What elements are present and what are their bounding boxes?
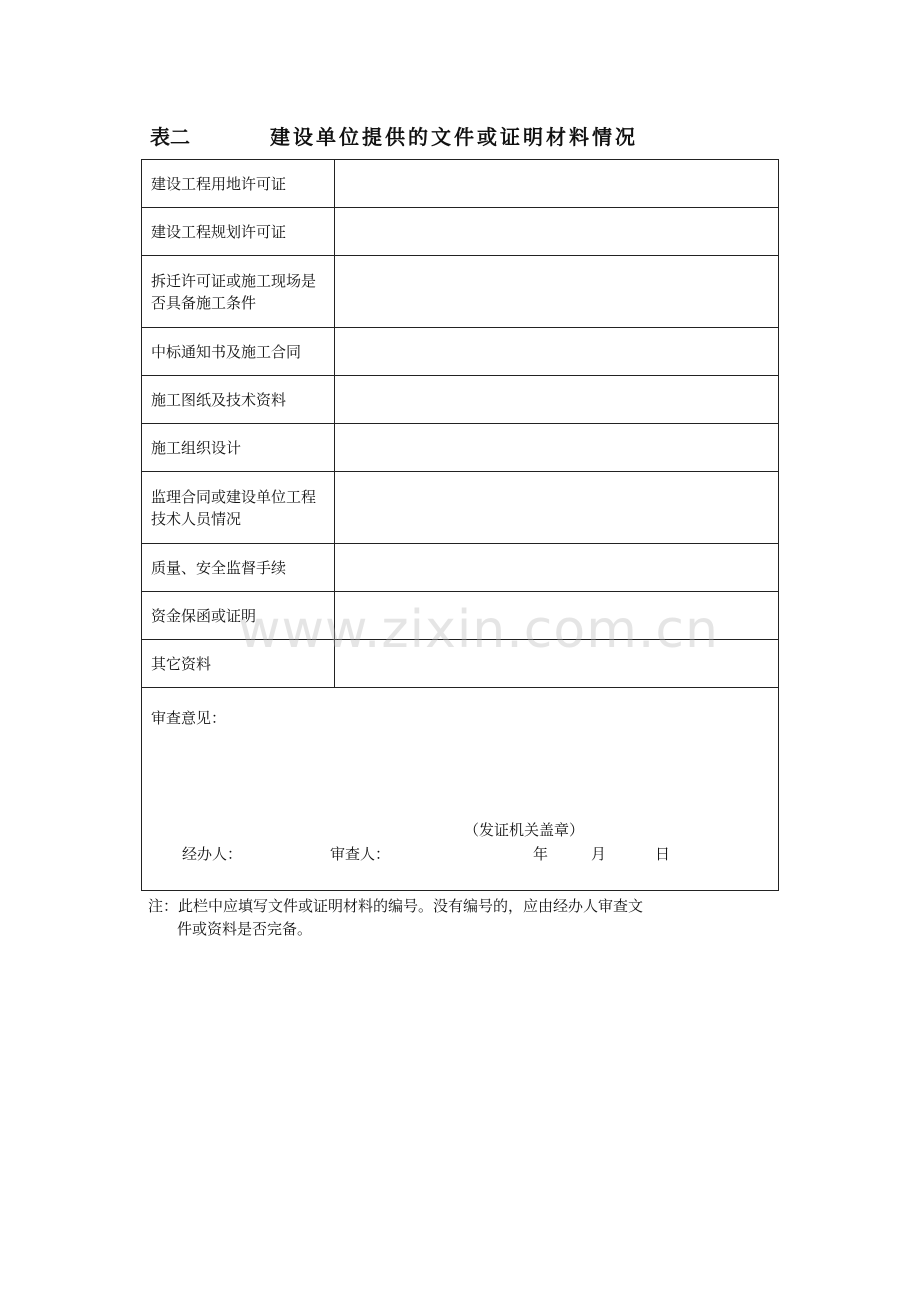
review-title: 审查意见： [151, 709, 227, 727]
table-row [142, 208, 779, 256]
review-row [142, 688, 779, 891]
review-cell[interactable] [142, 688, 779, 891]
row-value[interactable] [335, 472, 779, 544]
row-label: 建设工程用地许可证 [142, 160, 335, 208]
table-row [142, 592, 779, 640]
row-label: 资金保函或证明 [142, 592, 335, 640]
table-number: 表二 [150, 125, 190, 149]
row-label: 施工图纸及技术资料 [142, 376, 335, 424]
month-label: 月 [591, 845, 607, 863]
seal-label: （发证机关盖章） [464, 821, 585, 839]
day-label: 日 [655, 845, 671, 863]
row-value[interactable] [335, 592, 779, 640]
table-row [142, 328, 779, 376]
table-row [142, 424, 779, 472]
table-row [142, 160, 779, 208]
row-label: 其它资料 [142, 640, 335, 688]
footnote-line-2: 件或资料是否完备。 [177, 920, 313, 938]
row-value[interactable] [335, 640, 779, 688]
table-row [142, 256, 779, 328]
table-row [142, 376, 779, 424]
review-box [142, 688, 778, 890]
row-value[interactable] [335, 160, 779, 208]
row-value[interactable] [335, 328, 779, 376]
row-value[interactable] [335, 256, 779, 328]
footnote [148, 895, 693, 941]
row-label: 建设工程规划许可证 [142, 208, 335, 256]
row-label: 施工组织设计 [142, 424, 335, 472]
reviewer-label: 审查人： [330, 845, 391, 863]
row-label: 拆迁许可证或施工现场是否具备施工条件 [142, 256, 335, 328]
year-label: 年 [533, 845, 549, 863]
row-value[interactable] [335, 544, 779, 592]
table-row [142, 640, 779, 688]
row-label: 中标通知书及施工合同 [142, 328, 335, 376]
row-label: 监理合同或建设单位工程技术人员情况 [142, 472, 335, 544]
row-value[interactable] [335, 424, 779, 472]
table-row [142, 544, 779, 592]
handler-label: 经办人： [182, 845, 243, 863]
row-value[interactable] [335, 376, 779, 424]
table-row [142, 472, 779, 544]
row-value[interactable] [335, 208, 779, 256]
row-label: 质量、安全监督手续 [142, 544, 335, 592]
page-title: 建设单位提供的文件或证明材料情况 [270, 125, 638, 149]
form-heading [150, 122, 790, 152]
watermark: www.zixin.com.cn [238, 600, 719, 660]
footnote-line-1: 注：此栏中应填写文件或证明材料的编号。没有编号的，应由经办人审查文 [148, 897, 644, 915]
documents-table [141, 159, 779, 891]
